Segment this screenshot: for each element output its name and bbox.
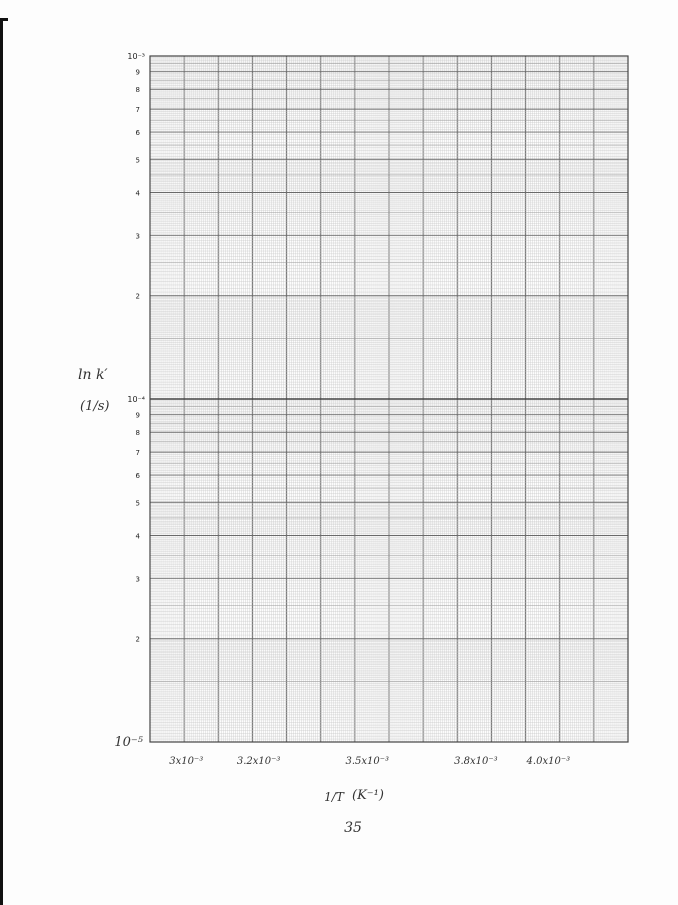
y-decade-label: 10⁻³ — [127, 52, 145, 61]
y-tick-label: 7 — [135, 449, 140, 458]
y-tick-label: 9 — [135, 411, 140, 420]
y-tick-label: 3 — [135, 575, 140, 584]
x-tick-label: 3.8x10⁻³ — [454, 756, 498, 767]
y-tick-label: 2 — [135, 292, 140, 301]
y-axis-unit: (1/s) — [80, 399, 110, 414]
axis-titles — [78, 367, 384, 836]
y-tick-label: 5 — [135, 156, 140, 165]
y-tick-label: 6 — [135, 472, 140, 481]
x-tick-label: 3.5x10⁻³ — [345, 756, 390, 767]
x-axis-title: 1/T — [324, 790, 344, 804]
x-axis-labels — [169, 756, 570, 767]
y-tick-label: 8 — [135, 86, 140, 95]
y-axis-title: ln k′ — [78, 367, 108, 383]
x-tick-label: 4.0x10⁻³ — [526, 756, 571, 767]
y-tick-label: 8 — [135, 429, 140, 438]
y-tick-label: 4 — [135, 189, 140, 198]
y-tick-label: 7 — [135, 106, 140, 115]
x-axis-unit: (K⁻¹) — [352, 788, 384, 803]
y-tick-label: 5 — [135, 499, 140, 508]
y-tick-label: 2 — [135, 635, 140, 644]
x-tick-label: 3x10⁻³ — [169, 756, 204, 767]
y-tick-label: 6 — [135, 129, 140, 138]
y-axis-labels — [114, 52, 145, 750]
y-tick-label: 3 — [135, 232, 140, 241]
page-number: 35 — [344, 820, 362, 836]
y-tick-label: 4 — [135, 532, 140, 541]
y-decade-label: 10⁻⁵ — [114, 735, 143, 750]
y-tick-label: 9 — [135, 68, 140, 77]
x-tick-label: 3.2x10⁻³ — [236, 756, 281, 767]
y-decade-label: 10⁻⁴ — [127, 395, 145, 404]
